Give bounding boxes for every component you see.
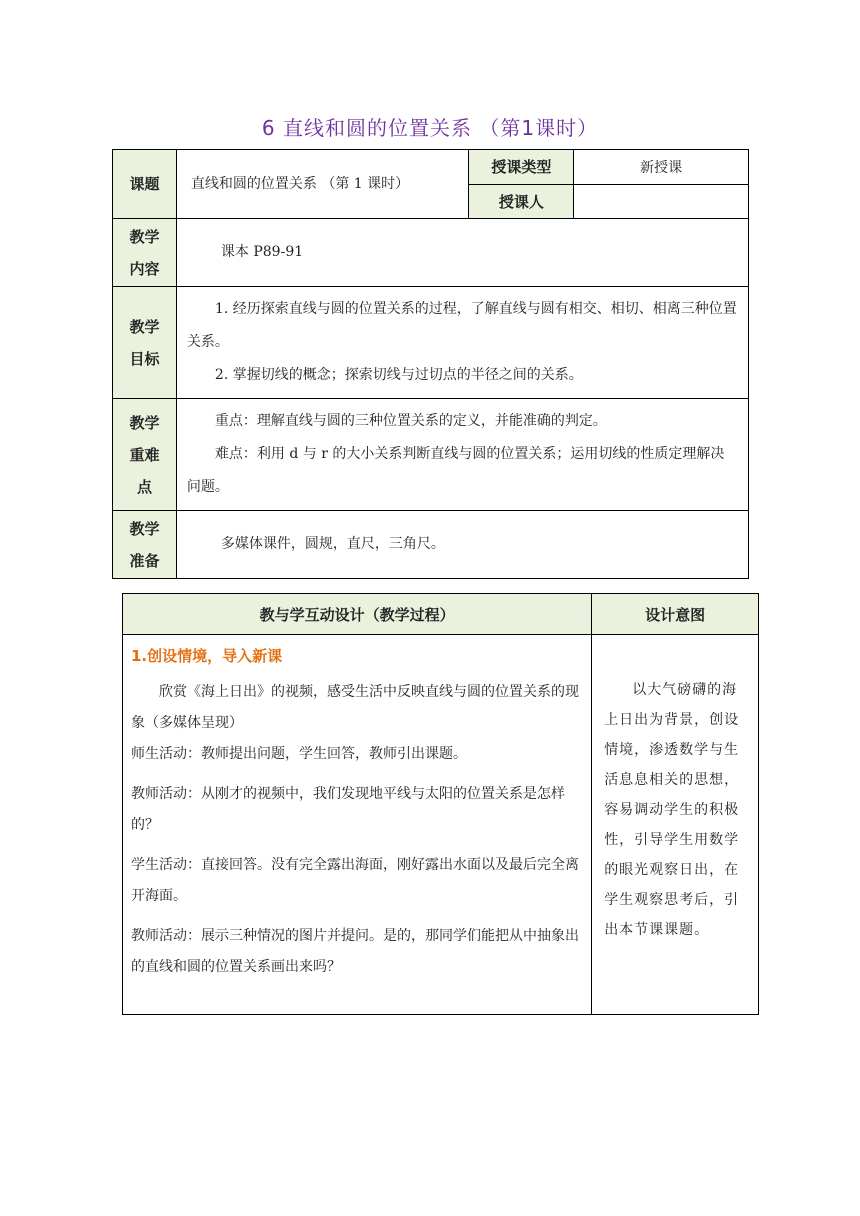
- section-title: 1.创设情境，导入新课: [131, 647, 283, 665]
- paragraph: 教师活动：从刚才的视频中，我们发现地平线与太阳的位置关系是怎样的？: [131, 786, 565, 833]
- page-title: 6 直线和圆的位置关系 （第1课时）: [261, 116, 599, 140]
- preparation-label: 教学 准备: [113, 511, 177, 579]
- goal-1: 1. 经历探索直线与圆的位置关系的过程，了解直线与圆有相交、相切、相离三种位置关系。: [186, 301, 737, 350]
- topic-label: 课题: [113, 150, 177, 219]
- teaching-process-table: [122, 593, 759, 1015]
- lesson-type-value: 新授课: [574, 150, 749, 185]
- lesson-info-table: [112, 149, 749, 579]
- design-intent: [592, 635, 759, 1015]
- content-value: 课本 P89-91: [176, 219, 748, 287]
- goal-2: 2. 掌握切线的概念；探索切线与过切点的半径之间的关系。: [214, 367, 583, 383]
- intent-header: 设计意图: [592, 594, 759, 635]
- process-header: 教与学互动设计（教学过程）: [123, 594, 592, 635]
- preparation-value: 多媒体课件，圆规，直尺，三角尺。: [176, 511, 748, 579]
- goals-label: 教学 目标: [113, 287, 177, 399]
- paragraph: 师生活动：教师提出问题，学生回答，教师引出课题。: [131, 746, 467, 762]
- topic-value: 直线和圆的位置关系 （第 1 课时）: [176, 150, 469, 219]
- difficult-point: 难点：利用 d 与 r 的大小关系判断直线与圆的位置关系；运用切线的性质定理解决问题。: [186, 446, 725, 495]
- lesson-type-label: 授课类型: [469, 150, 574, 185]
- content-label: 教学 内容: [113, 219, 177, 287]
- goals-value: [176, 287, 748, 399]
- paragraph: 教师活动：展示三种情况的图片并提问。是的，那同学们能把从中抽象出的直线和圆的位置关系画出来吗？: [131, 928, 579, 975]
- teacher-label: 授课人: [469, 185, 574, 219]
- paragraph: 学生活动：直接回答。没有完全露出海面，刚好露出水面以及最后完全离开海面。: [131, 857, 579, 904]
- teacher-value: [574, 185, 749, 219]
- process-content: [123, 635, 592, 1015]
- key-points-label: 教学 重难 点: [113, 399, 177, 511]
- intent-text: 以大气磅礴的海上日出为背景，创设情境，渗透数学与生活息息相关的思想，容易调动学生的积极性，引导学生用数学的眼光观察日出，在学生观察思考后，引出本节课课题。: [604, 682, 740, 938]
- key-point: 重点：理解直线与圆的三种位置关系的定义，并能准确的判定。: [214, 413, 607, 429]
- paragraph: 欣赏《海上日出》的视频，感受生活中反映直线与圆的位置关系的现象（多媒体呈现）: [131, 684, 579, 731]
- key-points-value: [176, 399, 748, 511]
